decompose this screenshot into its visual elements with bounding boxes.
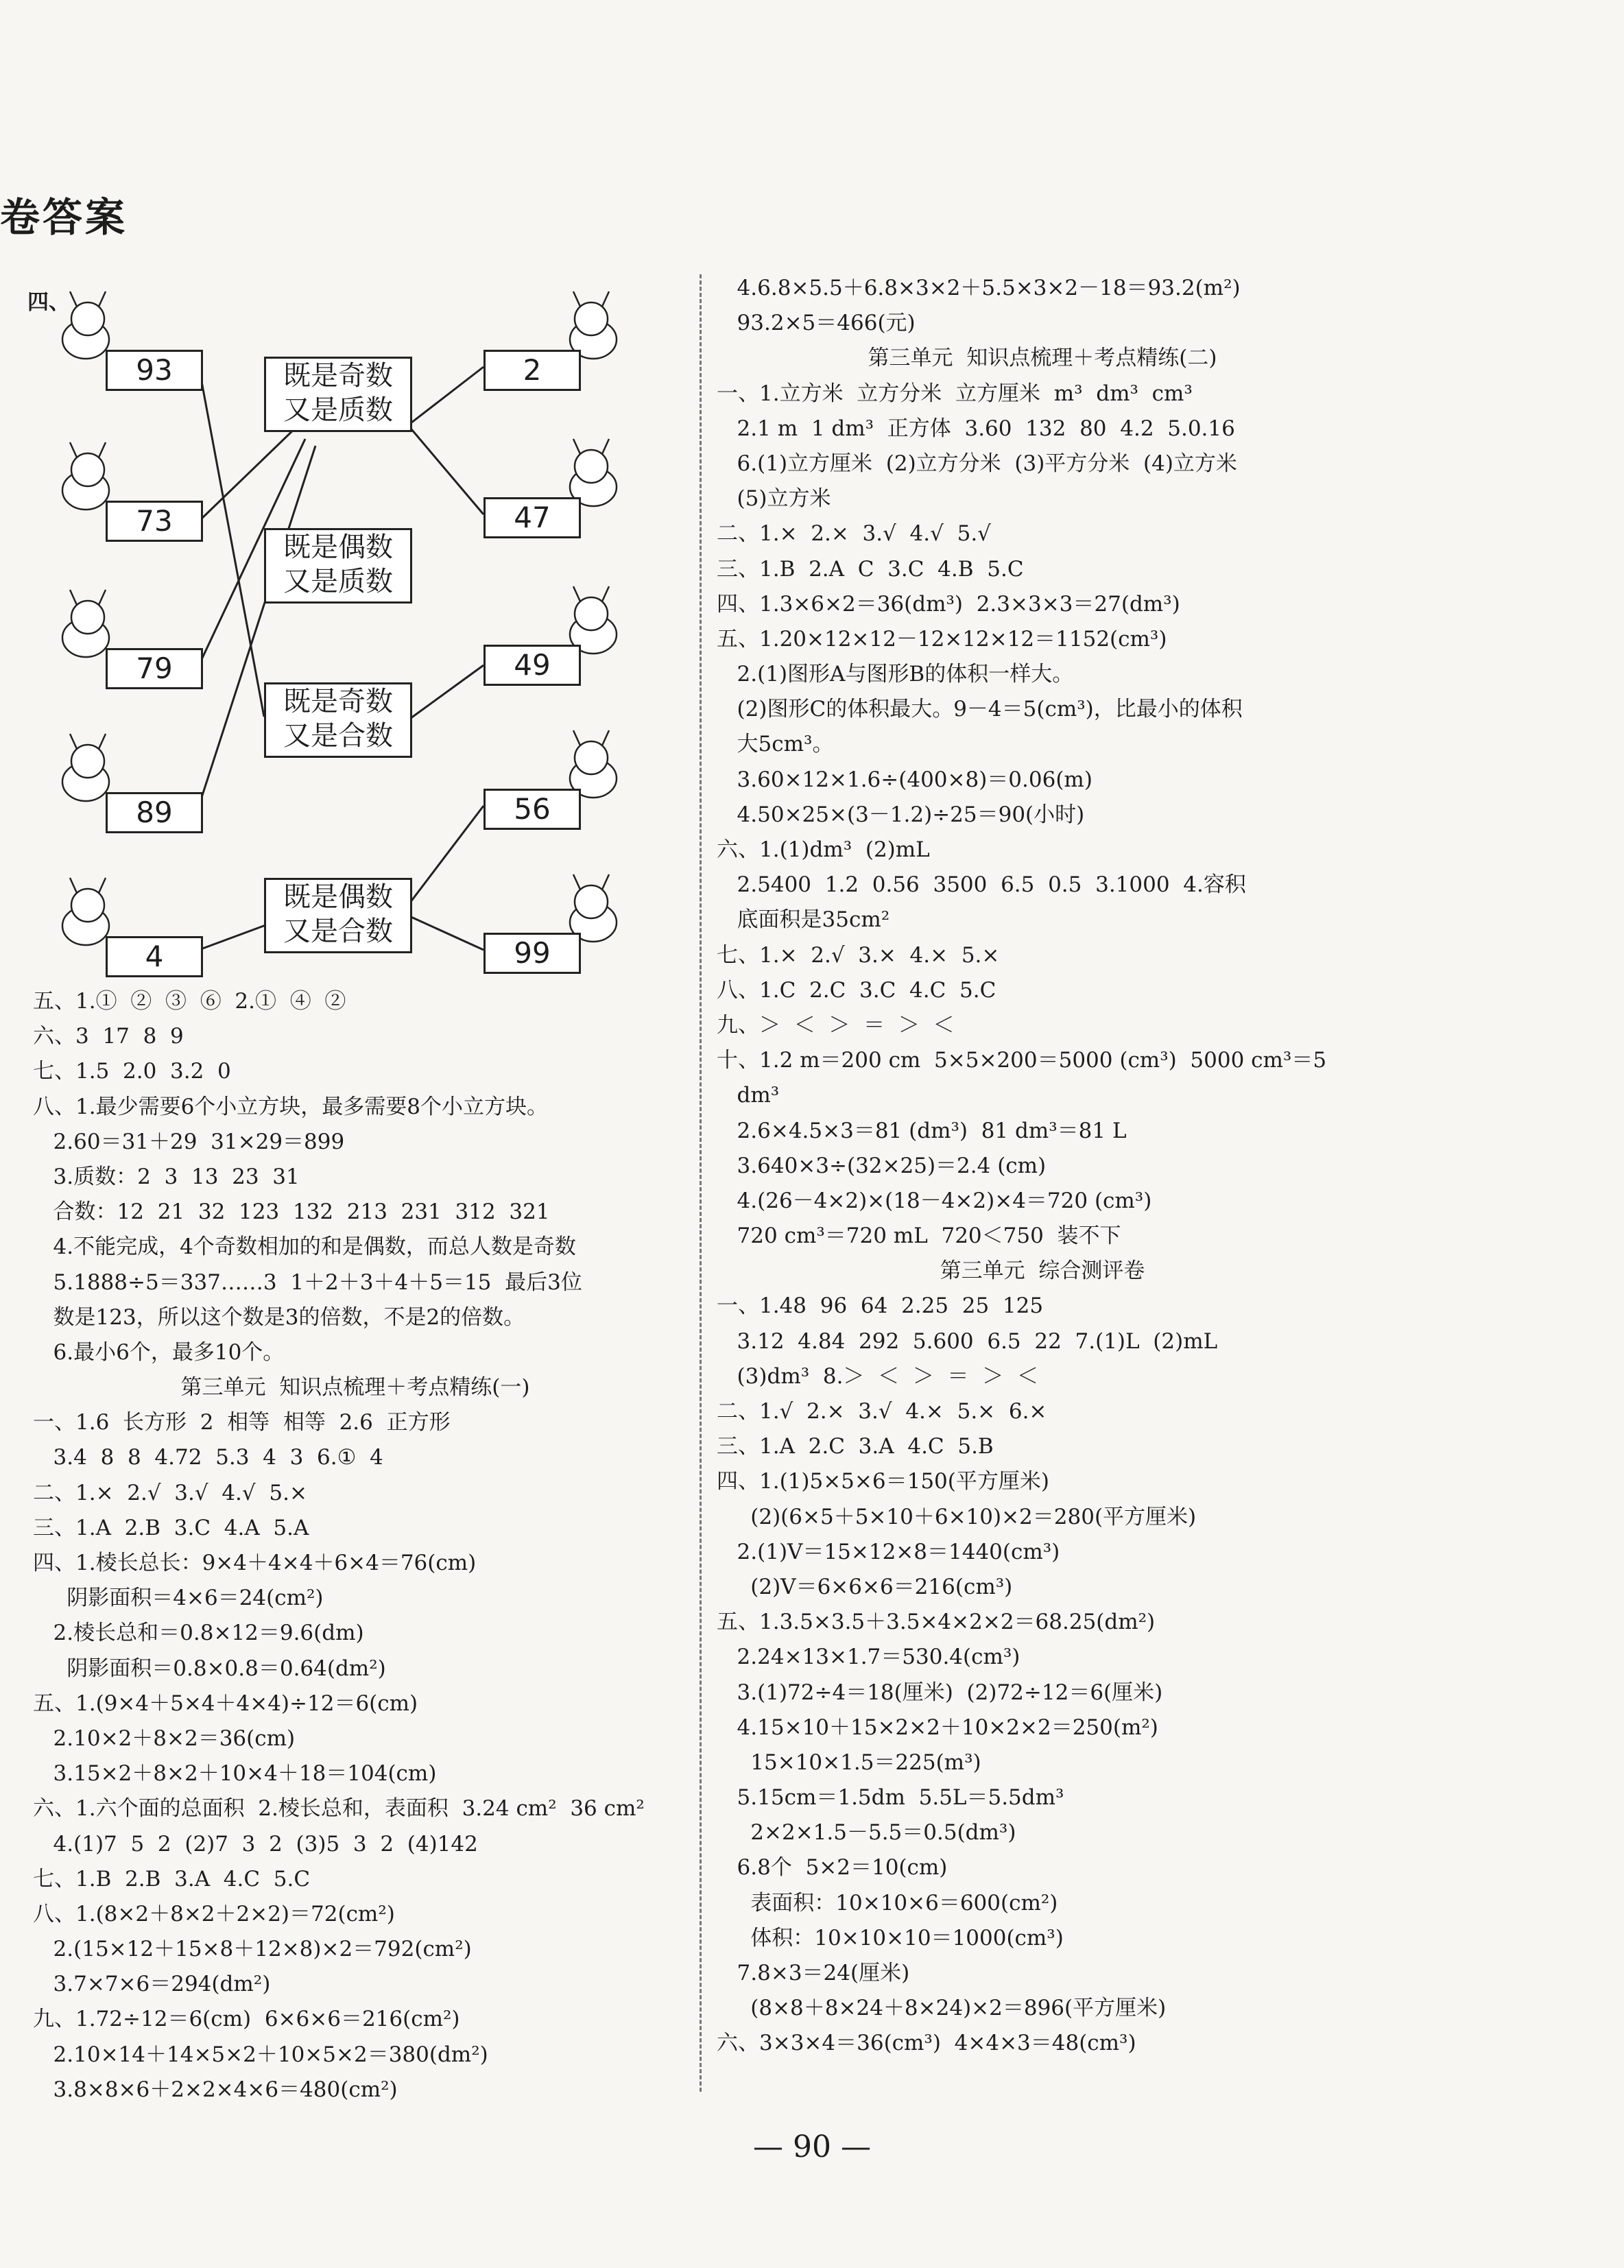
answer-line: 八、1.最少需要6个小立方块，最多需要8个小立方块。 [33, 1094, 549, 1119]
answer-line: 五、1.20×12×12－12×12×12＝1152(cm³) [717, 626, 1167, 652]
answer-line: 3.7×7×6＝294(dm²) [33, 1972, 271, 1997]
answer-line: 五、1.① ② ③ ⑥ 2.① ④ ② [33, 989, 346, 1014]
answer-line: 3.质数：2 3 13 23 31 [33, 1164, 300, 1189]
answer-line: 2.24×13×1.7＝530.4(cm³) [717, 1645, 1020, 1670]
answer-line: dm³ [717, 1083, 780, 1108]
answer-line: 4.15×10＋15×2×2＋10×2×2＝250(m²) [717, 1715, 1158, 1740]
answer-line: (2)(6×5＋5×10＋6×10)×2＝280(平方厘米) [717, 1504, 1197, 1529]
answer-line: 5.15cm＝1.5dm 5.5L＝5.5dm³ [717, 1785, 1064, 1811]
bee-icon [62, 291, 109, 359]
answer-line: 3.15×2＋8×2＋10×4＋18＝104(cm) [33, 1761, 437, 1787]
bee-icon [570, 586, 617, 654]
answer-line: 七、1.B 2.B 3.A 4.C 5.C [33, 1866, 311, 1891]
answer-line: 六、1.(1)dm³ (2)mL [717, 837, 930, 862]
right-answer-column [717, 271, 1368, 2062]
answer-line: 3.(1)72÷4＝18(厘米) (2)72÷12＝6(厘米) [717, 1680, 1163, 1705]
answer-line: 数是123，所以这个数是3的倍数，不是2的倍数。 [33, 1304, 525, 1330]
answer-line: 4.(26－4×2)×(18－4×2)×4＝720 (cm³) [717, 1188, 1152, 1213]
answer-line: 3.4 8 8 4.72 5.3 4 3 6.① 4 [33, 1445, 383, 1470]
answer-line: 4.不能完成，4个奇数相加的和是偶数，而总人数是奇数 [33, 1234, 576, 1260]
answer-line: (2)V＝6×6×6＝216(cm³) [717, 1574, 1013, 1599]
bee-icon [570, 730, 617, 798]
left-number-box: 93 [106, 350, 203, 391]
category-line: 既是偶数 [283, 532, 393, 563]
answer-line: 6.8个 5×2＝10(cm) [717, 1855, 948, 1881]
connector [408, 916, 483, 950]
answer-line: 一、1.6 长方形 2 相等 相等 2.6 正方形 [33, 1410, 451, 1435]
answer-line: (3)dm³ 8.＞ ＜ ＞ ＝ ＞ ＜ [717, 1363, 1038, 1389]
answer-line: 第三单元 知识点梳理＋考点精练(二) [868, 346, 1217, 371]
category-line: 又是质数 [283, 394, 393, 426]
answer-line: 2.60＝31＋29 31×29＝899 [33, 1129, 345, 1154]
answer-line: 二、1.√ 2.× 3.√ 4.× 5.× 6.× [717, 1399, 1047, 1424]
answer-line: 三、1.A 2.C 3.A 4.C 5.B [717, 1434, 994, 1459]
answer-line: 3.640×3÷(32×25)＝2.4 (cm) [717, 1153, 1047, 1178]
answer-line: 五、1.(9×4＋5×4＋4×4)÷12＝6(cm) [33, 1691, 418, 1716]
bee-icon [62, 878, 109, 945]
answer-line: 2.10×2＋8×2＝36(cm) [33, 1726, 296, 1751]
answer-line: 7.8×3＝24(厘米) [717, 1961, 910, 1985]
answer-line: 体积：10×10×10＝1000(cm³) [717, 1925, 1064, 1950]
column-divider [700, 274, 702, 2092]
connector [199, 367, 264, 717]
answer-line: 3.12 4.84 292 5.600 6.5 22 7.(1)L (2)mL [717, 1328, 1218, 1354]
answer-line: 2.5400 1.2 0.56 3500 6.5 0.5 3.1000 4.容积 [717, 872, 1246, 898]
left-answer-column [33, 984, 678, 2108]
answer-line: 93.2×5＝466(元) [717, 311, 916, 336]
answer-line: 十、1.2 m＝200 cm 5×5×200＝5000 (cm³) 5000 cm³＝5 [717, 1048, 1327, 1073]
answer-line: 2.棱长总和＝0.8×12＝9.6(dm) [33, 1621, 364, 1646]
answer-line: 四、1.3×6×2＝36(dm³) 2.3×3×3＝27(dm³) [717, 591, 1180, 617]
right-number-box: 99 [483, 933, 581, 974]
answer-line: 2.(1)图形A与图形B的体积一样大。 [717, 662, 1074, 687]
answer-line: 阴影面积＝4×6＝24(cm²) [33, 1586, 324, 1611]
answer-line: 二、1.× 2.√ 3.√ 4.√ 5.× [33, 1480, 307, 1505]
answer-line: 2.10×14＋14×5×2＋10×5×2＝380(dm²) [33, 2042, 488, 2067]
right-number-box: 2 [483, 350, 581, 391]
answer-line: 2.1 m 1 dm³ 正方体 3.60 132 80 4.2 5.0.16 [717, 416, 1235, 441]
answer-line: 底面积是35cm² [717, 907, 890, 933]
bee-icon [570, 874, 617, 942]
answer-line: 七、1.× 2.√ 3.× 4.× 5.× [717, 942, 1000, 968]
connector [408, 806, 483, 905]
page-number: — 90 — [753, 2129, 871, 2164]
answer-line: 八、1.(8×2＋8×2＋2×2)＝72(cm²) [33, 1901, 395, 1926]
answer-line: 九、＞ ＜ ＞ ＝ ＞ ＜ [717, 1012, 955, 1038]
category-box [264, 682, 412, 758]
answer-line: 3.60×12×1.6÷(400×8)＝0.06(m) [717, 767, 1092, 792]
answer-line: 阴影面积＝0.8×0.8＝0.64(dm²) [33, 1656, 386, 1681]
answer-line: 四、1.棱长总长：9×4＋4×4＋6×4＝76(cm) [33, 1551, 477, 1575]
connector [199, 425, 298, 521]
section-label: 四、 [27, 290, 70, 315]
category-box [264, 357, 412, 432]
category-line: 既是奇数 [283, 686, 393, 717]
answer-line: 4.(1)7 5 2 (2)7 3 2 (3)5 3 2 (4)142 [33, 1831, 478, 1857]
category-line: 既是偶数 [283, 881, 393, 913]
answer-line: 2×2×1.5－5.5＝0.5(dm³) [717, 1820, 1016, 1846]
bee-icon [570, 439, 617, 506]
connector [408, 367, 483, 425]
right-number-box: 47 [483, 497, 581, 538]
answer-line: 八、1.C 2.C 3.C 4.C 5.C [717, 977, 996, 1003]
left-number-box: 89 [106, 792, 203, 833]
bee-icon [570, 291, 617, 359]
connector [408, 425, 483, 514]
answer-line: 第三单元 知识点梳理＋考点精练(一) [180, 1375, 530, 1400]
answer-line: 2.(15×12＋15×8＋12×8)×2＝792(cm²) [33, 1937, 472, 1962]
answer-line: 720 cm³＝720 mL 720＜750 装不下 [717, 1223, 1121, 1249]
answer-line: 3.8×8×6＋2×2×4×6＝480(cm²) [33, 2077, 398, 2102]
bee-icon [62, 442, 109, 510]
connector [408, 665, 483, 720]
category-box [264, 528, 412, 604]
answer-line: (5)立方米 [717, 486, 831, 512]
answer-line: 表面积：10×10×6＝600(cm²) [717, 1890, 1058, 1915]
answer-line: 七、1.5 2.0 3.2 0 [33, 1059, 231, 1084]
category-line: 既是奇数 [283, 360, 393, 392]
category-line: 又是合数 [283, 916, 393, 947]
answer-line: 三、1.B 2.A C 3.C 4.B 5.C [717, 556, 1024, 582]
answer-line: 2.(1)V＝15×12×8＝1440(cm³) [717, 1539, 1060, 1564]
answer-line: 四、1.(1)5×5×6＝150(平方厘米) [717, 1469, 1049, 1494]
right-number-box: 56 [483, 789, 581, 830]
answer-line: 三、1.A 2.B 3.C 4.A 5.A [33, 1515, 309, 1540]
answer-line: 15×10×1.5＝225(m³) [717, 1750, 981, 1775]
answer-line: 六、1.六个面的总面积 2.棱长总和，表面积 3.24 cm² 36 cm² [33, 1796, 645, 1822]
answer-line: 二、1.× 2.× 3.√ 4.√ 5.√ [717, 521, 991, 547]
answer-line: 一、1.立方米 立方分米 立方厘米 m³ dm³ cm³ [717, 381, 1193, 406]
bee-icon [62, 734, 109, 801]
answer-line: 2.6×4.5×3＝81 (dm³) 81 dm³＝81 L [717, 1118, 1127, 1143]
answer-line: 6.(1)立方厘米 (2)立方分米 (3)平方分米 (4)立方米 [717, 451, 1237, 476]
answer-line: 6.最小6个，最多10个。 [33, 1339, 285, 1365]
answer-line: (2)图形C的体积最大。9－4＝5(cm³)，比最小的体积 [717, 697, 1243, 722]
answer-line: 大5cm³。 [717, 732, 834, 757]
category-line: 又是合数 [283, 720, 393, 752]
answer-line: 六、3×3×4＝36(cm³) 4×4×3＝48(cm³) [717, 2031, 1136, 2056]
answer-line: 4.6.8×5.5＋6.8×3×2＋5.5×3×2－18＝93.2(m²) [717, 276, 1241, 300]
answer-line: 五、1.3.5×3.5＋3.5×4×2×2＝68.25(dm²) [717, 1610, 1156, 1635]
left-number-box: 4 [106, 936, 203, 977]
answer-line: 5.1888÷5＝337……3 1＋2＋3＋4＋5＝15 最后3位 [33, 1269, 582, 1295]
answer-line: (8×8＋8×24＋8×24)×2＝896(平方厘米) [717, 1996, 1167, 2021]
category-line: 又是质数 [283, 566, 393, 597]
page-title: 卷答案 [0, 194, 128, 241]
answer-line: 一、1.48 96 64 2.25 25 125 [717, 1293, 1044, 1319]
answer-line: 九、1.72÷12＝6(cm) 6×6×6＝216(cm²) [33, 2007, 460, 2032]
answer-line: 六、3 17 8 9 [33, 1024, 184, 1049]
bee-icon [62, 590, 109, 657]
left-number-box: 79 [106, 648, 203, 689]
left-number-box: 73 [106, 501, 203, 542]
matching-diagram [27, 271, 686, 984]
right-number-box: 49 [483, 645, 581, 686]
answer-line: 4.50×25×(3－1.2)÷25＝90(小时) [717, 802, 1085, 827]
category-box [264, 878, 412, 953]
answer-line: 合数：12 21 32 123 132 213 231 312 321 [33, 1199, 550, 1225]
answer-line: 第三单元 综合测评卷 [940, 1258, 1145, 1284]
